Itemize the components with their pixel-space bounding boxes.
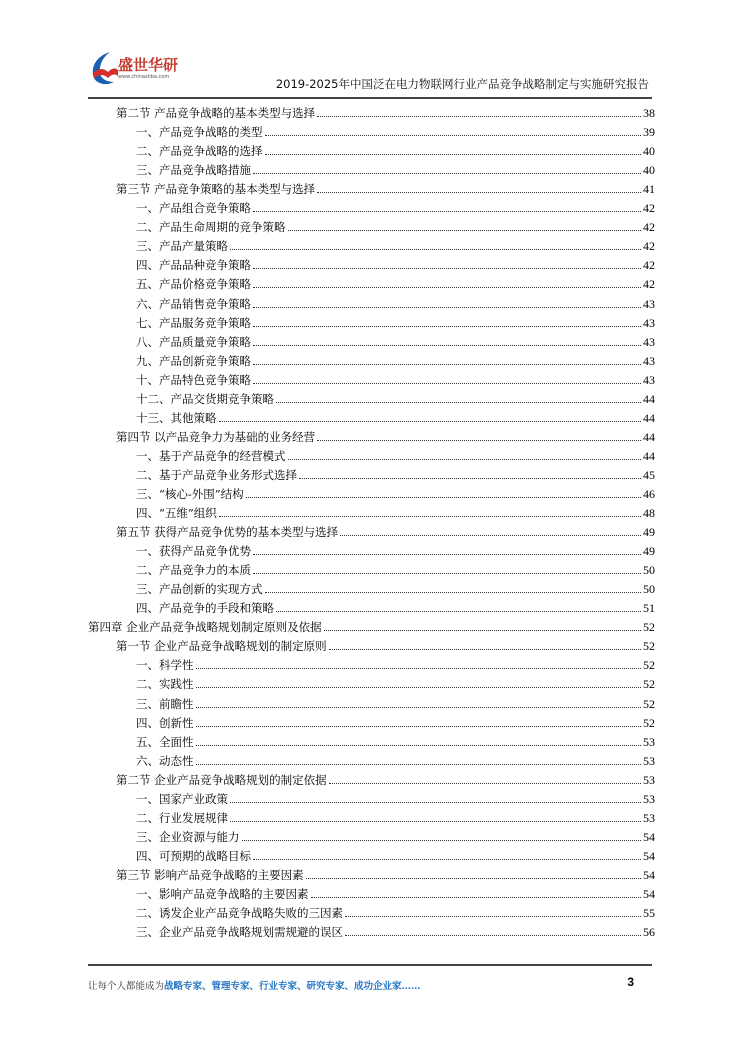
toc-entry-page: 40 xyxy=(643,144,655,159)
toc-entry-page: 51 xyxy=(643,601,655,616)
toc-entry-page: 40 xyxy=(643,163,655,178)
toc-entry[interactable] xyxy=(88,425,655,444)
toc-entry[interactable] xyxy=(88,196,655,215)
toc-entry-page: 53 xyxy=(643,791,655,806)
toc-entry[interactable] xyxy=(88,920,655,939)
logo-icon xyxy=(88,50,118,88)
toc-entry-page: 53 xyxy=(643,772,655,787)
toc-entry[interactable] xyxy=(88,653,655,672)
toc-entry[interactable] xyxy=(88,387,655,406)
toc-leader-dots xyxy=(276,611,641,612)
toc-entry-title: 三、产品产量策略 xyxy=(136,239,228,254)
toc-entry-title: 三、产品竞争战略措施 xyxy=(136,163,251,178)
toc-entry-page: 50 xyxy=(643,563,655,578)
toc-entry[interactable] xyxy=(88,177,655,196)
toc-entry-title: 十、产品特色竞争策略 xyxy=(136,372,251,387)
toc-leader-dots xyxy=(230,821,641,822)
toc-entry-title: 二、诱发企业产品竞争战略失败的三因素 xyxy=(136,906,343,921)
toc-entry-page: 43 xyxy=(643,296,655,311)
toc-entry[interactable] xyxy=(88,311,655,330)
footer-slogan xyxy=(88,978,421,992)
toc-leader-dots xyxy=(317,440,641,441)
toc-leader-dots xyxy=(196,707,642,708)
toc-leader-dots xyxy=(299,478,641,479)
toc-entry[interactable] xyxy=(88,234,655,253)
logo-url: www.chinashba.com xyxy=(118,74,170,80)
toc-entry-title: 二、产品生命周期的竞争策略 xyxy=(136,220,286,235)
toc-entry-title: 一、获得产品竞争优势 xyxy=(136,544,251,559)
toc-entry-title: 二、产品竞争战略的选择 xyxy=(136,144,263,159)
toc-entry[interactable] xyxy=(88,444,655,463)
page-number: 3 xyxy=(627,975,634,989)
toc-entry-title: 三、“核心-外围”结构 xyxy=(136,486,244,501)
toc-leader-dots xyxy=(253,554,641,555)
toc-entry[interactable] xyxy=(88,844,655,863)
toc-entry-title: 五、全面性 xyxy=(136,734,194,749)
toc-leader-dots xyxy=(253,173,641,174)
toc-entry[interactable] xyxy=(88,806,655,825)
toc-entry-title: 二、基于产品竞争业务形式选择 xyxy=(136,467,297,482)
toc-entry[interactable] xyxy=(88,691,655,710)
toc-entry[interactable] xyxy=(88,330,655,349)
toc-entry-page: 42 xyxy=(643,220,655,235)
toc-entry-page: 52 xyxy=(643,715,655,730)
toc-entry-page: 54 xyxy=(643,848,655,863)
toc-entry[interactable] xyxy=(88,215,655,234)
toc-entry-page: 55 xyxy=(643,906,655,921)
toc-entry-page: 52 xyxy=(643,620,655,635)
toc-entry-page: 41 xyxy=(643,182,655,197)
toc-leader-dots xyxy=(196,726,642,727)
toc-entry-page: 46 xyxy=(643,486,655,501)
toc-entry-title: 四、产品品种竞争策略 xyxy=(136,258,251,273)
toc-entry[interactable] xyxy=(88,634,655,653)
toc-leader-dots xyxy=(288,230,642,231)
toc-entry-page: 52 xyxy=(643,696,655,711)
toc-entry-page: 44 xyxy=(643,448,655,463)
toc-leader-dots xyxy=(219,421,642,422)
toc-entry[interactable] xyxy=(88,368,655,387)
toc-leader-dots xyxy=(317,116,641,117)
toc-entry-page: 42 xyxy=(643,239,655,254)
toc-leader-dots xyxy=(288,459,642,460)
toc-entry-page: 53 xyxy=(643,734,655,749)
toc-entry-page: 52 xyxy=(643,658,655,673)
toc-entry-title: 三、前瞻性 xyxy=(136,696,194,711)
toc-leader-dots xyxy=(265,592,642,593)
toc-leader-dots xyxy=(253,364,641,365)
company-logo xyxy=(88,50,208,90)
toc-entry-page: 38 xyxy=(643,106,655,121)
toc-entry-page: 45 xyxy=(643,467,655,482)
toc-leader-dots xyxy=(345,935,641,936)
toc-entry[interactable] xyxy=(88,253,655,272)
toc-entry-title: 第一节 企业产品竞争战略规划的制定原则 xyxy=(116,639,327,654)
slogan-prefix: 让每个人都能成为 xyxy=(88,981,165,992)
toc-entry-title: 三、企业资源与能力 xyxy=(136,829,240,844)
footer-divider xyxy=(88,964,652,966)
toc-entry-page: 52 xyxy=(643,639,655,654)
table-of-contents xyxy=(88,101,655,939)
toc-entry-page: 54 xyxy=(643,867,655,882)
toc-entry-page: 42 xyxy=(643,277,655,292)
toc-entry-page: 44 xyxy=(643,429,655,444)
toc-entry[interactable] xyxy=(88,406,655,425)
toc-entry-title: 第四章 企业产品竞争战略规划制定原则及依据 xyxy=(88,620,322,635)
toc-entry-title: 四、创新性 xyxy=(136,715,194,730)
toc-entry-page: 39 xyxy=(643,125,655,140)
toc-entry-title: 四、“五维”组织 xyxy=(136,506,217,521)
toc-entry-page: 44 xyxy=(643,410,655,425)
toc-entry[interactable] xyxy=(88,139,655,158)
toc-entry[interactable] xyxy=(88,272,655,291)
toc-entry[interactable] xyxy=(88,787,655,806)
toc-entry[interactable] xyxy=(88,730,655,749)
toc-leader-dots xyxy=(253,573,641,574)
toc-leader-dots xyxy=(276,402,641,403)
toc-leader-dots xyxy=(196,668,642,669)
toc-entry-title: 第三节 影响产品竞争战略的主要因素 xyxy=(116,867,304,882)
toc-entry[interactable] xyxy=(88,863,655,882)
toc-entry-title: 七、产品服务竞争策略 xyxy=(136,315,251,330)
toc-leader-dots xyxy=(253,307,641,308)
toc-entry[interactable] xyxy=(88,463,655,482)
toc-leader-dots xyxy=(230,802,641,803)
toc-leader-dots xyxy=(196,764,642,765)
toc-entry-page: 42 xyxy=(643,258,655,273)
toc-entry[interactable] xyxy=(88,749,655,768)
toc-entry-title: 第三节 产品竞争策略的基本类型与选择 xyxy=(116,182,316,197)
toc-entry-page: 50 xyxy=(643,582,655,597)
toc-leader-dots xyxy=(311,897,642,898)
toc-entry-page: 42 xyxy=(643,201,655,216)
header-divider xyxy=(88,97,652,99)
toc-entry[interactable] xyxy=(88,558,655,577)
toc-entry-page: 43 xyxy=(643,353,655,368)
toc-entry-title: 六、动态性 xyxy=(136,753,194,768)
toc-leader-dots xyxy=(253,326,641,327)
toc-entry-title: 第二节 产品竞争战略的基本类型与选择 xyxy=(116,106,316,121)
toc-leader-dots xyxy=(265,135,642,136)
toc-entry[interactable] xyxy=(88,825,655,844)
toc-leader-dots xyxy=(219,516,641,517)
toc-leader-dots xyxy=(196,687,642,688)
toc-entry-title: 一、基于产品竞争的经营模式 xyxy=(136,448,286,463)
toc-entry[interactable] xyxy=(88,501,655,520)
toc-entry[interactable] xyxy=(88,577,655,596)
toc-entry[interactable] xyxy=(88,291,655,310)
logo-text: 盛世华研 xyxy=(118,56,179,74)
toc-entry-title: 五、产品价格竞争策略 xyxy=(136,277,251,292)
toc-leader-dots xyxy=(196,745,642,746)
toc-entry-title: 第五节 获得产品竞争优势的基本类型与选择 xyxy=(116,525,339,540)
toc-entry[interactable] xyxy=(88,120,655,139)
toc-leader-dots xyxy=(253,268,641,269)
toc-entry-title: 一、影响产品竞争战略的主要因素 xyxy=(136,886,309,901)
toc-entry-page: 43 xyxy=(643,372,655,387)
toc-entry-title: 二、行业发展规律 xyxy=(136,810,228,825)
toc-entry-title: 三、产品创新的实现方式 xyxy=(136,582,263,597)
toc-entry-title: 一、国家产业政策 xyxy=(136,791,228,806)
toc-entry-page: 49 xyxy=(643,525,655,540)
toc-leader-dots xyxy=(253,383,641,384)
toc-entry-title: 九、产品创新竞争策略 xyxy=(136,353,251,368)
toc-entry-title: 八、产品质量竞争策略 xyxy=(136,334,251,349)
toc-entry-title: 六、产品销售竞争策略 xyxy=(136,296,251,311)
toc-leader-dots xyxy=(253,211,641,212)
toc-leader-dots xyxy=(253,859,641,860)
toc-leader-dots xyxy=(253,287,641,288)
toc-entry-title: 三、企业产品竞争战略规划需规避的误区 xyxy=(136,925,343,940)
toc-entry-page: 49 xyxy=(643,544,655,559)
toc-entry[interactable] xyxy=(88,901,655,920)
toc-entry[interactable] xyxy=(88,101,655,120)
toc-entry-page: 53 xyxy=(643,753,655,768)
toc-entry[interactable] xyxy=(88,615,655,634)
toc-leader-dots xyxy=(329,649,641,650)
toc-entry-page: 53 xyxy=(643,810,655,825)
toc-leader-dots xyxy=(317,192,641,193)
toc-entry[interactable] xyxy=(88,768,655,787)
toc-entry[interactable] xyxy=(88,711,655,730)
toc-entry[interactable] xyxy=(88,539,655,558)
toc-leader-dots xyxy=(345,916,641,917)
toc-entry-title: 二、产品竞争力的本质 xyxy=(136,563,251,578)
toc-entry-page: 43 xyxy=(643,315,655,330)
toc-entry-title: 十二、产品交货期竞争策略 xyxy=(136,391,274,406)
toc-leader-dots xyxy=(340,535,641,536)
toc-entry-title: 二、实践性 xyxy=(136,677,194,692)
toc-leader-dots xyxy=(242,840,642,841)
toc-entry-title: 第四节 以产品竞争力为基础的业务经营 xyxy=(116,429,316,444)
toc-entry[interactable] xyxy=(88,520,655,539)
toc-entry-title: 第二节 企业产品竞争战略规划的制定依据 xyxy=(116,772,327,787)
toc-leader-dots xyxy=(265,154,642,155)
toc-leader-dots xyxy=(324,630,641,631)
toc-entry-page: 48 xyxy=(643,506,655,521)
toc-leader-dots xyxy=(329,783,641,784)
toc-leader-dots xyxy=(230,249,641,250)
toc-entry-title: 四、产品竞争的手段和策略 xyxy=(136,601,274,616)
toc-entry[interactable] xyxy=(88,596,655,615)
toc-entry-title: 一、产品竞争战略的类型 xyxy=(136,125,263,140)
toc-leader-dots xyxy=(306,878,641,879)
toc-entry[interactable] xyxy=(88,158,655,177)
toc-entry-page: 43 xyxy=(643,334,655,349)
toc-leader-dots xyxy=(253,345,641,346)
report-title: 2019-2025年中国泛在电力物联网行业产品竞争战略制定与实施研究报告 xyxy=(275,77,649,91)
slogan-highlight: 战略专家、管理专家、行业专家、研究专家、成功企业家…… xyxy=(164,981,421,992)
toc-entry-page: 52 xyxy=(643,677,655,692)
toc-entry[interactable] xyxy=(88,349,655,368)
toc-leader-dots xyxy=(246,497,641,498)
toc-entry-page: 54 xyxy=(643,829,655,844)
toc-entry-title: 一、科学性 xyxy=(136,658,194,673)
toc-entry[interactable] xyxy=(88,882,655,901)
toc-entry-title: 一、产品组合竞争策略 xyxy=(136,201,251,216)
toc-entry[interactable] xyxy=(88,672,655,691)
toc-entry-title: 四、可预期的战略目标 xyxy=(136,848,251,863)
toc-entry-page: 56 xyxy=(643,925,655,940)
toc-entry[interactable] xyxy=(88,482,655,501)
toc-entry-page: 54 xyxy=(643,886,655,901)
toc-entry-page: 44 xyxy=(643,391,655,406)
toc-entry-title: 十三、其他策略 xyxy=(136,410,217,425)
